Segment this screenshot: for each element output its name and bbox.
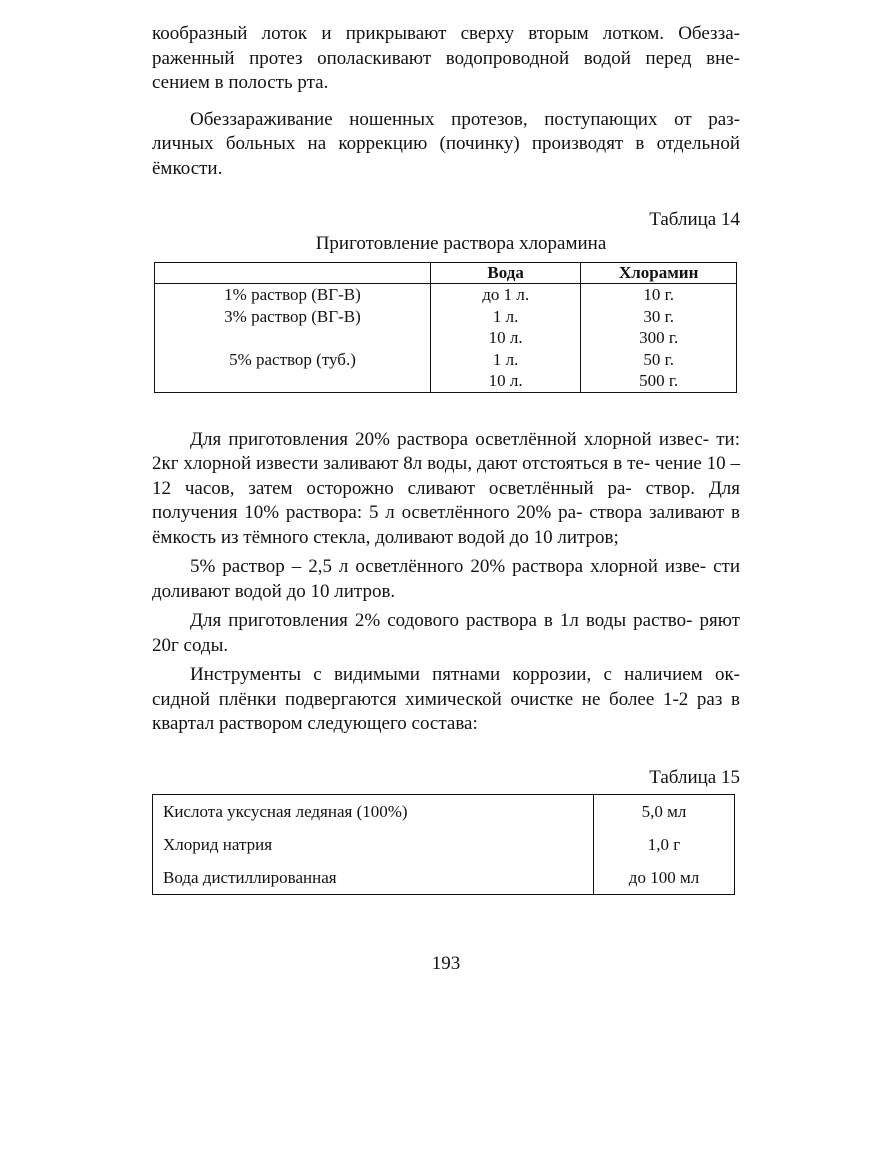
table-cell: Вода дистиллированная: [153, 861, 594, 895]
text-line: створа заливают в ёмкость из тёмного стекла, доливают водой до: [152, 502, 741, 548]
paragraph-5-percent: [152, 555, 740, 604]
table-cell: 1 л.: [430, 349, 580, 371]
paragraph-disinfection: [152, 108, 740, 182]
text-line: Для приготовления 20% раствора осветлённой хлорной извес-: [190, 428, 710, 450]
text-line: сти доливают водой до 10 литров.: [152, 556, 740, 602]
table-cell: до 1 л.: [430, 284, 580, 306]
table-15-caption: Таблица 15: [649, 766, 740, 788]
text-line: чение 10 – 12 часов, затем осторожно сливают осветлённый ра-: [152, 453, 740, 499]
text-line: створ. Для получения 10% раствора: 5 л осветлённого 20% ра-: [152, 477, 741, 523]
table-row: [153, 828, 735, 861]
text-line: сением в полость рта.: [152, 72, 329, 93]
text-line: ти: 2кг хлорной извести заливают 8л воды, дают отстояться в те-: [152, 428, 740, 474]
table-row: [155, 370, 737, 392]
table-14: [154, 262, 737, 393]
table-cell: 10 л.: [430, 370, 580, 392]
table-header-row: [155, 263, 737, 284]
table-row: [155, 327, 737, 349]
text-line: 10 литров;: [533, 526, 619, 548]
table-15: [152, 794, 735, 895]
text-line: сидной плёнки подвергаются химической очистке не более 1-2 раз: [152, 688, 732, 710]
table-header-cell: Вода: [430, 263, 580, 284]
text-line: 5% раствор – 2,5 л осветлённого 20% раствора хлорной изве-: [190, 556, 707, 577]
table-cell: 1 л.: [430, 306, 580, 328]
paragraph-soda: [152, 609, 740, 658]
page-content: [152, 22, 740, 895]
intro-paragraph: [152, 22, 740, 96]
text-line: Инструменты с видимыми пятнами коррозии, с наличием ок-: [190, 664, 740, 685]
table-header-cell: Хлорамин: [581, 263, 737, 284]
table-cell: 3% раствор (ВГ-В): [155, 306, 431, 328]
table-cell: 1,0 г: [594, 828, 735, 861]
table-row: [155, 306, 737, 328]
table-row: [155, 284, 737, 306]
table-14-title: Приготовление раствора хлорамина: [315, 233, 607, 254]
table-cell: 5% раствор (туб.): [155, 349, 431, 371]
table-cell: Кислота уксусная ледяная (100%): [153, 794, 594, 828]
table-cell: [155, 327, 431, 349]
text-line: ёмкости.: [152, 157, 223, 179]
table-cell: 500 г.: [581, 370, 737, 392]
table-cell: 300 г.: [581, 327, 737, 349]
table-14-caption: Таблица 14: [649, 209, 740, 230]
paragraph-chlorine-lime: [152, 428, 740, 551]
text-line: ряют 20г соды.: [152, 610, 740, 656]
table-cell: Хлорид натрия: [153, 828, 594, 861]
text-line: раженный протез ополаскивают водопроводной водой перед вне-: [152, 47, 740, 69]
text-line: личных больных на коррекцию (починку) производят в отдельной: [152, 133, 740, 154]
table-cell: 30 г.: [581, 306, 737, 328]
table-header-cell: [155, 263, 431, 284]
table-cell: 50 г.: [581, 349, 737, 371]
text-line: Обеззараживание ношенных протезов, поступающих от раз-: [190, 108, 740, 130]
table-cell: 10 г.: [581, 284, 737, 306]
text-line: кообразный лоток и прикрывают сверху вторым лотком. Обезза-: [152, 23, 740, 44]
table-cell: до 100 мл: [594, 861, 735, 895]
table-cell: 10 л.: [430, 327, 580, 349]
table-row: [155, 349, 737, 371]
paragraph-instruments: [152, 663, 740, 737]
table-cell: 1% раствор (ВГ-В): [155, 284, 431, 306]
table-row: [153, 861, 735, 895]
table-cell: 5,0 мл: [594, 794, 735, 828]
page-number: 193: [431, 953, 461, 974]
text-line: в квартал раствором следующего состава:: [152, 688, 740, 734]
text-line: Для приготовления 2% содового раствора в 1л воды раство-: [190, 610, 693, 631]
table-row: [153, 794, 735, 828]
table-cell: [155, 370, 431, 392]
